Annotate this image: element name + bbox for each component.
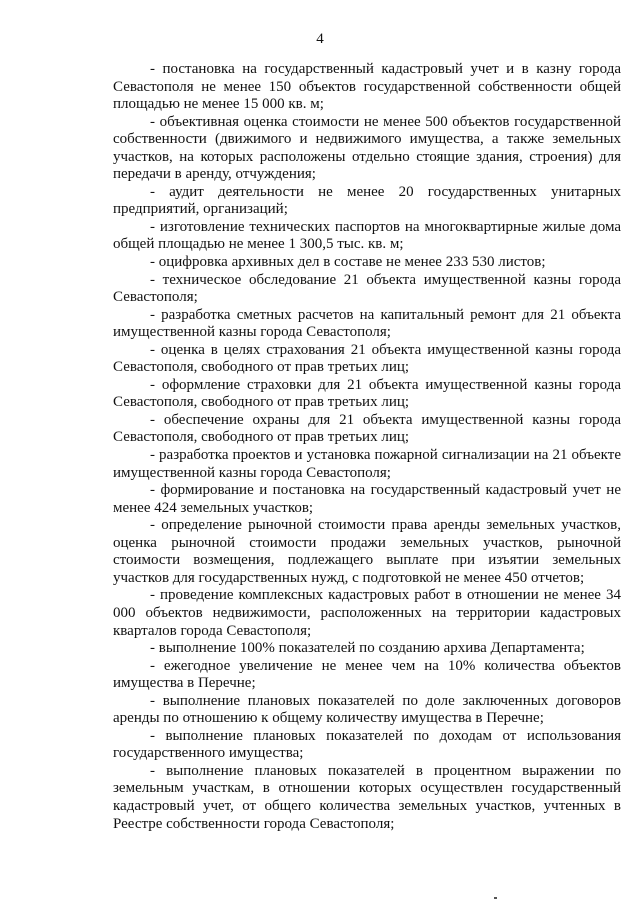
list-item: - определение рыночной стоимости права аренды земельных участков, оценка рыночной стоимости продажи земельных участков, рыночной стоимости возмещения, подлежащего выплате при изъятии земельных участков для государственных нужд, с подготовкой не менее 450 отчетов; [113, 517, 621, 586]
list-item: - постановка на государственный кадастровый учет и в казну города Севастополя не менее 150 объектов государственной собственности общей площадью не менее 15 000 кв. м; [113, 61, 621, 113]
list-item: - разработка сметных расчетов на капитальный ремонт для 21 объекта имущественной казны города Севастополя; [113, 306, 621, 341]
list-item: - оценка в целях страхования 21 объекта имущественной казны города Севастополя, свободного от прав третьих лиц; [113, 341, 621, 376]
list-item: - проведение комплексных кадастровых работ в отношении не менее 34 000 объектов недвижимости, расположенных на территории кадастровых кварталов города Севастополя; [113, 587, 621, 639]
list-item: - разработка проектов и установка пожарной сигнализации на 21 объекте имущественной казны города Севастополя; [113, 447, 621, 481]
list-item: - формирование и постановка на государственный кадастровый учет не менее 424 земельных участков; [113, 482, 621, 516]
list-item: - изготовление технических паспортов на многоквартирные жилые дома общей площадью не менее 1 300,5 тыс. кв. м; [113, 218, 621, 253]
list-item: - выполнение плановых показателей по доходам от использования государственного имущества; [113, 727, 621, 762]
list-item: - оформление страховки для 21 объекта имущественной казны города Севастополя, свободного от прав третьих лиц; [113, 376, 621, 411]
list-item: - обеспечение охраны для 21 объекта имущественной казны города Севастополя, свободного от прав третьих лиц; [113, 411, 621, 446]
list-item: - аудит деятельности не менее 20 государственных унитарных предприятий, организаций; [113, 183, 621, 218]
list-item: - выполнение 100% показателей по созданию архива Департамента; [150, 640, 585, 657]
list-item: - выполнение плановых показателей по доле заключенных договоров аренды по отношению к общему количеству имущества в Перечне; [113, 692, 621, 727]
list-item: - объективная оценка стоимости не менее 500 объектов государственной собственности (движимого и недвижимого имущества, а также земельных участков, на которых расположены отдельно стоящие здания, строения) для передачи в аренду, отчуждения; [113, 113, 621, 183]
scan-speck [494, 897, 497, 899]
list-item: - выполнение плановых показателей в процентном выражении по земельным участкам, в отношении которых осуществлен государственный кадастровый учет, от общего количества земельных участков, учтенных в Реестре собственности города Севастополя; [113, 762, 621, 832]
list-item: - техническое обследование 21 объекта имущественной казны города Севастополя; [113, 271, 621, 306]
document-body [113, 61, 621, 833]
list-item: - оцифровка архивных дел в составе не менее 233 530 листов; [150, 254, 546, 271]
page-number: 4 [316, 31, 324, 47]
list-item: - ежегодное увеличение не менее чем на 10% количества объектов имущества в Перечне; [113, 657, 621, 692]
